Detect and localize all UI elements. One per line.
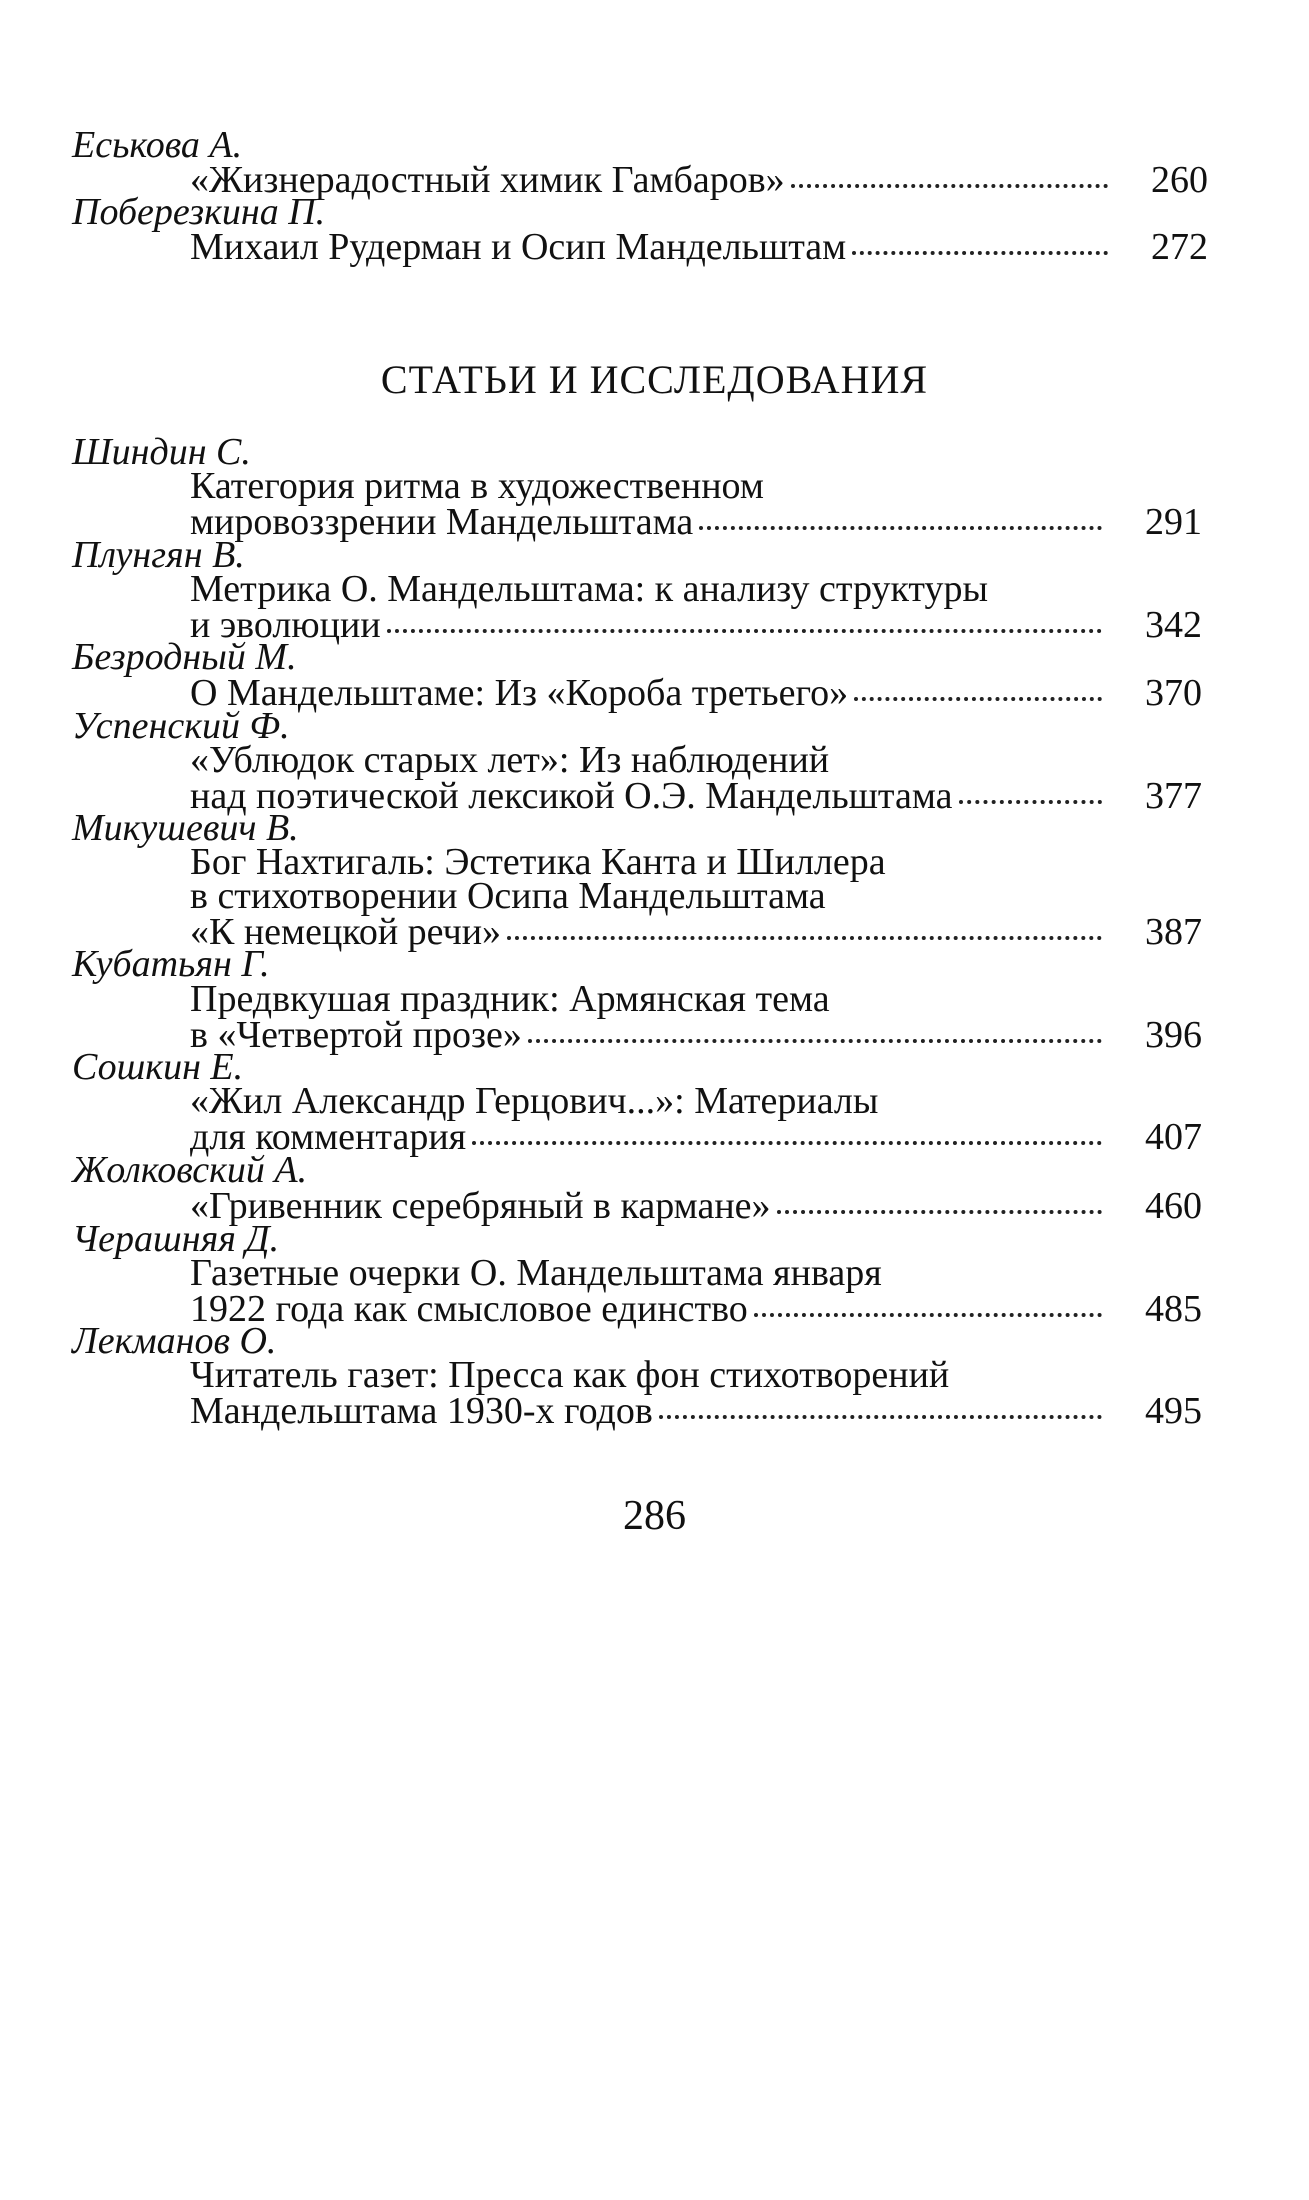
dot-leader xyxy=(754,1283,1102,1317)
entry-title: «К немецкой речи» xyxy=(190,911,502,953)
entry-page: 377 xyxy=(1145,775,1202,817)
author-name: Лекманов О. xyxy=(72,1320,277,1362)
entry-title-line: Бог Нахтигаль: Эстетика Канта и Шиллера xyxy=(190,841,886,883)
author-name: Поберезкина П. xyxy=(72,191,326,233)
author-name: Жолковский А. xyxy=(72,1149,308,1191)
dot-leader xyxy=(659,1385,1102,1419)
toc-entry xyxy=(190,603,1202,645)
author-name: Микушевич В. xyxy=(72,807,299,849)
entry-page: 387 xyxy=(1145,911,1202,953)
entry-title-line: Метрика О. Мандельштама: к анализу структуры xyxy=(190,568,989,610)
entry-title-line: Газетные очерки О. Мандельштама января xyxy=(190,1252,882,1294)
entry-page: 396 xyxy=(1145,1014,1202,1056)
toc-entry xyxy=(190,910,1202,952)
entry-page: 407 xyxy=(1145,1116,1202,1158)
entry-title: О Мандельштаме: Из «Короба третьего» xyxy=(190,672,849,714)
toc-entry xyxy=(190,158,1208,200)
dot-leader xyxy=(528,1009,1102,1043)
entry-title-line: «Жил Александр Герцович...»: Материалы xyxy=(190,1080,879,1122)
toc-entry xyxy=(190,1115,1202,1157)
dot-leader xyxy=(791,154,1108,188)
entry-page: 495 xyxy=(1145,1390,1202,1432)
entry-title: в «Четвертой прозе» xyxy=(190,1014,522,1056)
dot-leader xyxy=(387,599,1102,633)
entry-title-line: Читатель газет: Пресса как фон стихотворений xyxy=(190,1354,950,1396)
author-name: Плунгян В. xyxy=(72,534,245,576)
entry-page: 485 xyxy=(1145,1288,1202,1330)
dot-leader xyxy=(472,1111,1102,1145)
entry-title: 1922 года как смысловое единство xyxy=(190,1288,748,1330)
entry-page: 342 xyxy=(1145,604,1202,646)
entry-page: 272 xyxy=(1151,226,1208,268)
toc-entry xyxy=(190,225,1208,267)
toc-entry xyxy=(190,1389,1202,1431)
entry-page: 260 xyxy=(1151,159,1208,201)
author-name: Успенский Ф. xyxy=(72,705,290,747)
entry-title-line: «Ублюдок старых лет»: Из наблюдений xyxy=(190,739,830,781)
entry-title: для комментария xyxy=(190,1116,467,1158)
entry-page: 291 xyxy=(1145,501,1202,543)
entry-title: и эволюции xyxy=(190,604,381,646)
toc-entry xyxy=(190,500,1202,542)
toc-entry xyxy=(190,671,1202,713)
author-name: Черашняя Д. xyxy=(72,1218,280,1260)
entry-title-line: Предвкушая праздник: Армянская тема xyxy=(190,978,830,1020)
toc-entry xyxy=(190,1013,1202,1055)
entry-title-line: Категория ритма в художественном xyxy=(190,465,764,507)
author-name: Шиндин С. xyxy=(72,431,251,473)
entry-title-line: в стихотворении Осипа Мандельштама xyxy=(190,875,826,917)
toc-entry xyxy=(190,1287,1202,1329)
dot-leader xyxy=(507,906,1102,940)
dot-leader xyxy=(854,667,1102,701)
author-name: Кубатьян Г. xyxy=(72,943,270,985)
entry-title: Мандельштама 1930-х годов xyxy=(190,1390,653,1432)
author-name: Еськова А. xyxy=(72,124,243,166)
entry-title: «Жизнерадостный химик Гамбаров» xyxy=(190,159,785,201)
author-name: Безродный М. xyxy=(72,636,297,678)
dot-leader xyxy=(777,1180,1102,1214)
entry-page: 460 xyxy=(1145,1185,1202,1227)
entry-title: над поэтической лексикой О.Э. Мандельштама xyxy=(190,775,953,817)
entry-title: «Гривенник серебряный в кармане» xyxy=(190,1185,771,1227)
toc-entry xyxy=(190,774,1202,816)
page-number: 286 xyxy=(623,1493,686,1539)
toc-entry xyxy=(190,1184,1202,1226)
entry-page: 370 xyxy=(1145,672,1202,714)
dot-leader xyxy=(959,770,1102,804)
entry-title: мировоззрении Мандельштама xyxy=(190,501,694,543)
dot-leader xyxy=(852,221,1108,255)
section-heading: СТАТЬИ И ИССЛЕДОВАНИЯ xyxy=(380,357,929,402)
dot-leader xyxy=(699,496,1102,530)
author-name: Сошкин Е. xyxy=(72,1046,244,1088)
entry-title: Михаил Рудерман и Осип Мандельштам xyxy=(190,226,847,268)
